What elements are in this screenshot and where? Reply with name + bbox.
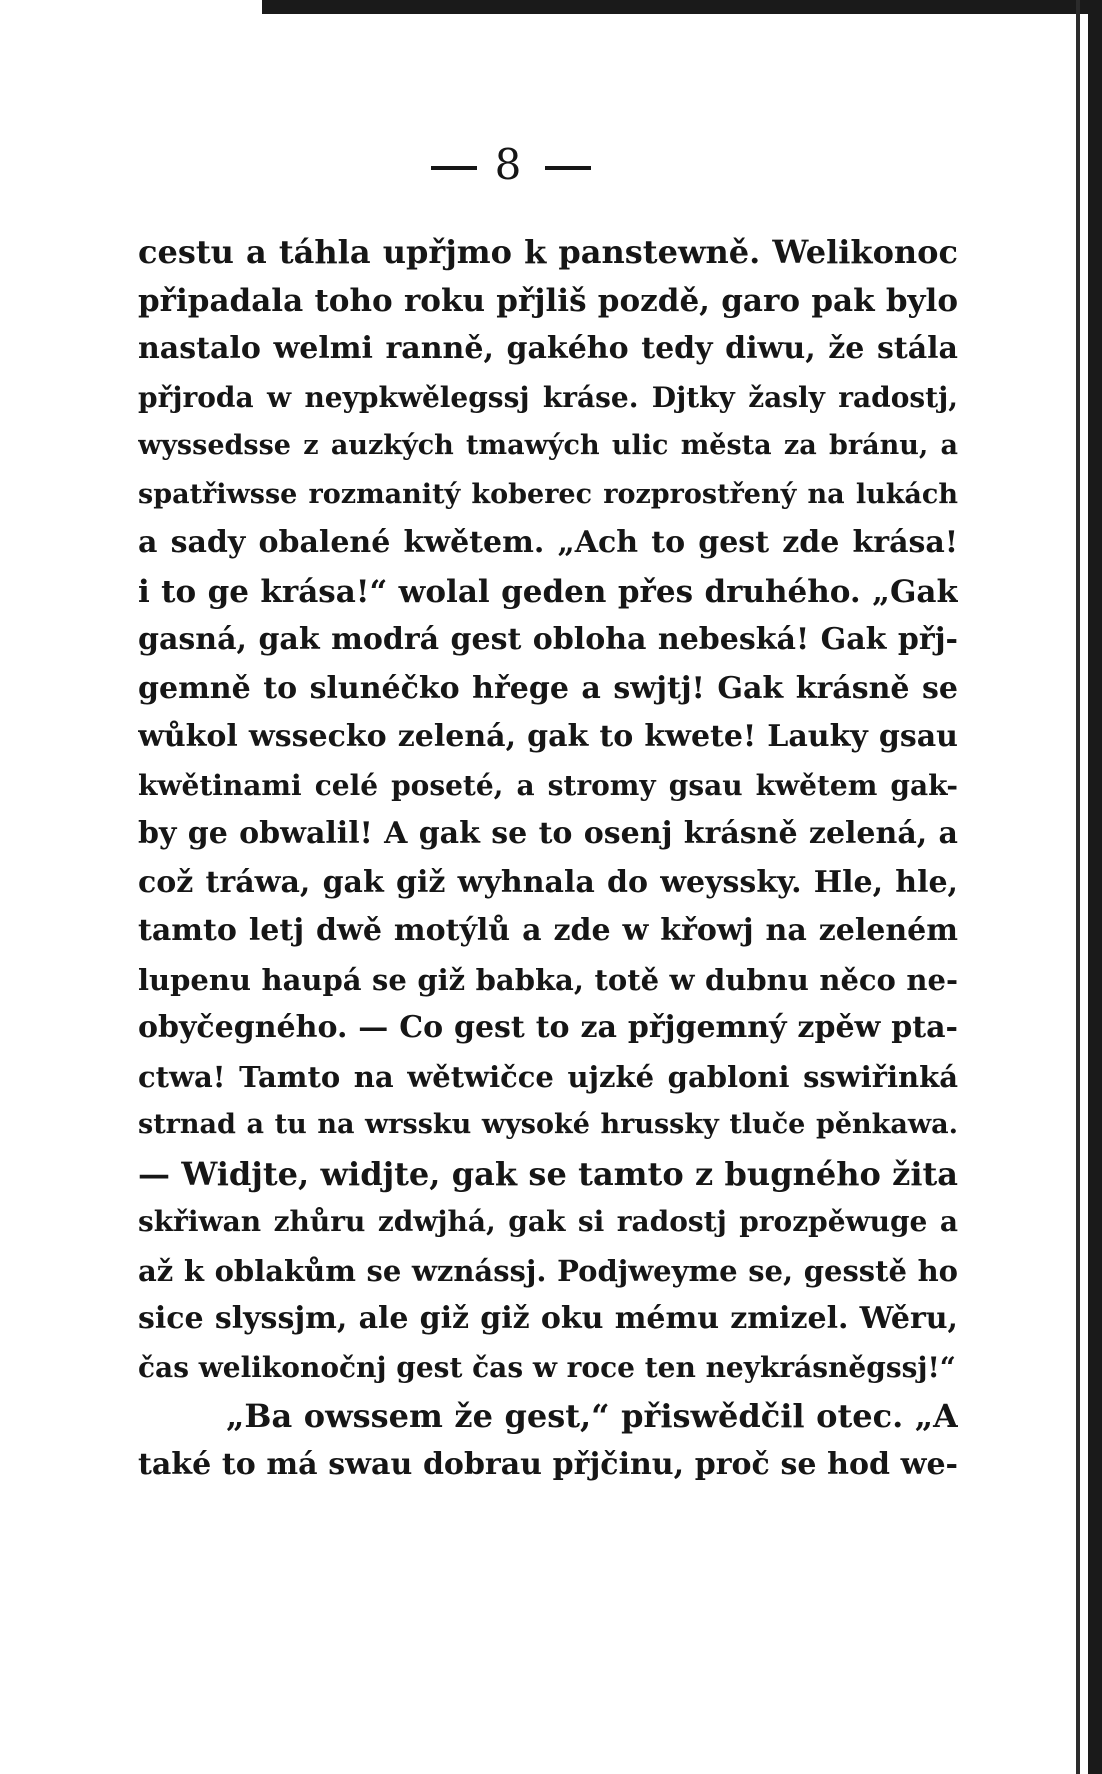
text-line: a sady obalené kwětem. „Ach to gest zde krása! xyxy=(138,525,958,560)
text-line: kwětinami celé poseté, a stromy gsau kwětem gak- xyxy=(138,768,958,802)
text-line: spatřiwsse rozmanitý koberec rozprostřený na lukách xyxy=(138,478,958,510)
text-line: ctwa! Tamto na wětwičce ujzké gabloni sswiřinká xyxy=(138,1059,958,1094)
text-line: wyssedsse z auzkých tmawých ulic města za bránu, a xyxy=(138,430,958,461)
text-line: gemně to slunéčko hřege a swjtj! Gak krásně se xyxy=(138,670,958,706)
dash-left xyxy=(431,166,477,170)
text-line: přjroda w neypkwělegssj kráse. Djtky žasly radostj, xyxy=(138,380,958,414)
text-line-indented: „Ba owssem že gest,“ přiswědčil otec. „A xyxy=(226,1397,958,1435)
text-line: sice slyssjm, ale giž giž oku mému zmizel. Wěru, xyxy=(138,1301,958,1336)
text-line: i to ge krása!“ wolal geden přes druhého. „Gak xyxy=(138,573,958,610)
scan-border-right xyxy=(1088,0,1102,1774)
text-line: wůkol wssecko zelená, gak to kwete! Lauky gsau xyxy=(138,719,958,754)
text-line: cestu a táhla upřjmo k panstewně. Welikonoc xyxy=(138,233,958,271)
text-line: také to má swau dobrau přjčinu, proč se hod we- xyxy=(138,1446,958,1482)
page-number-header xyxy=(0,140,1062,189)
dash-right xyxy=(545,166,591,170)
text-line: strnad a tu na wrssku wysoké hrussky tluče pěnkawa. xyxy=(138,1109,958,1140)
text-line: připadala toho roku přjliš pozdě, garo pak bylo xyxy=(138,282,958,319)
page-number: 8 xyxy=(494,140,528,189)
text-line: obyčegného. — Co gest to za přjgemný zpěw pta- xyxy=(138,1010,958,1045)
text-line: což tráwa, gak giž wyhnala do weyssky. Hle, hle, xyxy=(138,864,958,900)
text-line: čas welikonočnj gest čas w roce ten neykrásněgssj!“ xyxy=(138,1350,956,1384)
text-line: — Widjte, widjte, gak se tamto z bugného žita xyxy=(138,1154,958,1193)
text-line: skřiwan zhůru zdwjhá, gak si radostj prozpěwuge a xyxy=(138,1205,958,1238)
text-line: gasná, gak modrá gest obloha nebeská! Gak přj- xyxy=(138,622,958,657)
text-line: by ge obwalil! A gak se to osenj krásně zelená, a xyxy=(138,816,958,851)
text-line: až k oblakům se wznássj. Podjweyme se, gesstě ho xyxy=(138,1253,958,1288)
text-line: nastalo welmi ranně, gakého tedy diwu, že stála xyxy=(138,331,958,366)
text-line: tamto letj dwě motýlů a zde w křowj na zeleném xyxy=(138,913,958,948)
body-text xyxy=(138,228,958,1489)
text-line: lupenu haupá se giž babka, totě w dubnu něco ne- xyxy=(138,962,958,997)
